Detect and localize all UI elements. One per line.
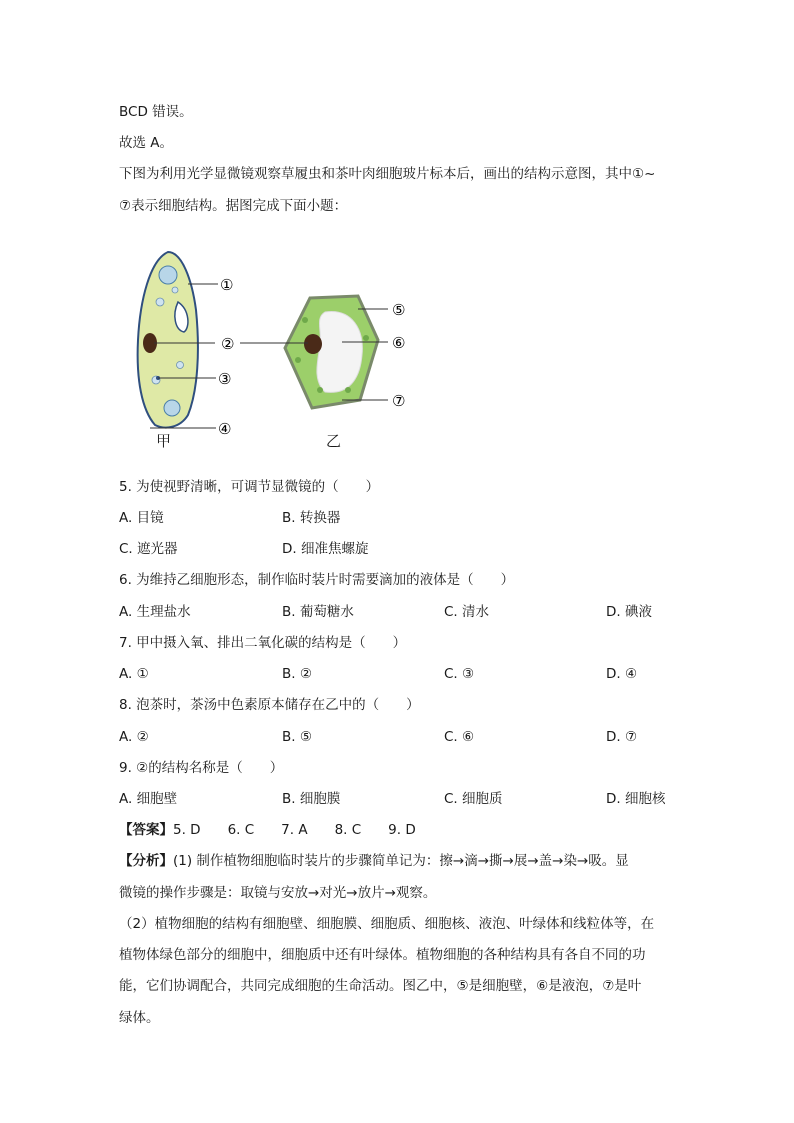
text-line: 故选 A。 xyxy=(119,135,174,151)
option: B. 细胞膜 xyxy=(282,791,341,807)
label-1: ① xyxy=(220,276,234,294)
label-4: ④ xyxy=(218,420,232,438)
option: D. 碘液 xyxy=(606,604,652,620)
question-stem: 5. 为使视野清晰，可调节显微镜的（ ） xyxy=(119,479,380,495)
label-6: ⑥ xyxy=(392,334,406,352)
question-stem: 8. 泡茶时，茶汤中色素原本储存在乙中的（ ） xyxy=(119,697,420,713)
label-2: ② xyxy=(221,335,235,353)
option: B. 葡萄糖水 xyxy=(282,604,354,620)
option: D. 细准焦螺旋 xyxy=(282,541,369,557)
option: D. 细胞核 xyxy=(606,791,666,807)
option: A. 细胞壁 xyxy=(119,791,178,807)
text-line: BCD 错误。 xyxy=(119,104,193,120)
plant-cell-drawing xyxy=(285,296,378,408)
answer-line xyxy=(119,821,416,839)
analysis-text: (1) 制作植物细胞临时装片的步骤简单记为：擦→滴→撕→展→盖→染→吸。显 xyxy=(173,853,629,869)
answer-text: 5. D 6. C 7. A 8. C 9. D xyxy=(173,822,416,838)
text-line: 植物体绿色部分的细胞中，细胞质中还有叶绿体。植物细胞的各种结构具有各自不同的功 xyxy=(119,947,646,963)
option: C. ⑥ xyxy=(444,729,475,745)
analysis-tag: 【分析】 xyxy=(119,853,173,869)
option: A. 目镜 xyxy=(119,510,164,526)
option: B. 转换器 xyxy=(282,510,341,526)
text-line: 绿体。 xyxy=(119,1010,160,1026)
cell-structure-figure xyxy=(120,240,440,455)
option: C. 细胞质 xyxy=(444,791,503,807)
answer-tag: 【答案】 xyxy=(119,822,173,838)
option: A. 生理盐水 xyxy=(119,604,191,620)
text-line: 下图为利用光学显微镜观察草履虫和茶叶肉细胞玻片标本后，画出的结构示意图，其中①~ xyxy=(119,166,656,182)
label-7: ⑦ xyxy=(392,392,406,410)
cell-diagram xyxy=(120,240,440,455)
label-5: ⑤ xyxy=(392,301,406,319)
option: D. ④ xyxy=(606,666,638,682)
text-line: 能，它们协调配合，共同完成细胞的生命活动。图乙中，⑤是细胞壁，⑥是液泡，⑦是叶 xyxy=(119,978,642,994)
option: B. ② xyxy=(282,666,312,682)
paramecium-drawing xyxy=(138,252,198,428)
question-stem: 6. 为维持乙细胞形态，制作临时装片时需要滴加的液体是（ ） xyxy=(119,572,515,588)
text-line: （2）植物细胞的结构有细胞壁、细胞膜、细胞质、细胞核、液泡、叶绿体和线粒体等，在 xyxy=(119,916,655,932)
option: A. ② xyxy=(119,729,149,745)
question-stem: 9. ②的结构名称是（ ） xyxy=(119,760,284,776)
option: D. ⑦ xyxy=(606,729,638,745)
option: A. ① xyxy=(119,666,149,682)
text-line: 微镜的操作步骤是：取镜与安放→对光→放片→观察。 xyxy=(119,885,437,901)
option: C. 遮光器 xyxy=(119,541,178,557)
option: C. ③ xyxy=(444,666,475,682)
option: C. 清水 xyxy=(444,604,490,620)
question-stem: 7. 甲中摄入氧、排出二氧化碳的结构是（ ） xyxy=(119,635,407,651)
analysis-line xyxy=(119,852,629,870)
caption-jia: 甲 xyxy=(156,432,172,450)
text-line: ⑦表示细胞结构。据图完成下面小题： xyxy=(119,198,348,214)
caption-yi: 乙 xyxy=(326,432,342,450)
option: B. ⑤ xyxy=(282,729,312,745)
label-3: ③ xyxy=(218,370,232,388)
